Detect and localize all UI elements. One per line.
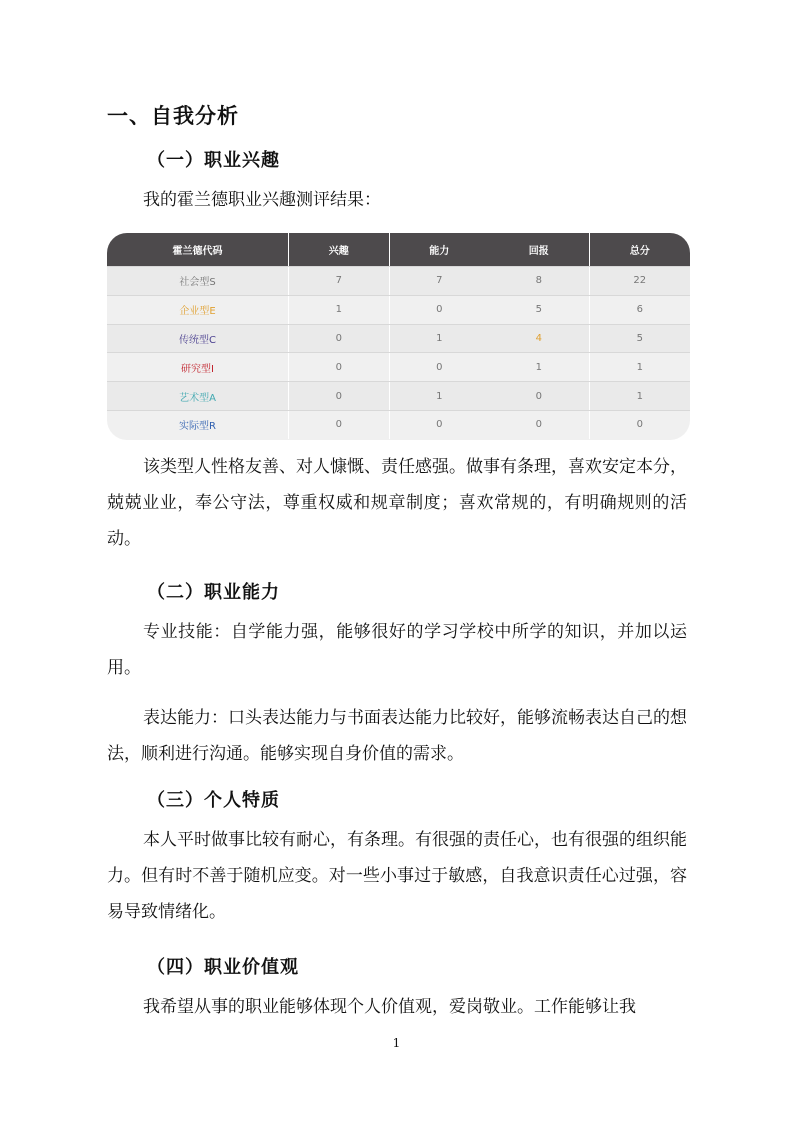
value-cell: 0 [436,419,443,431]
header-ability: 能力 [429,246,450,257]
table-row [107,410,690,439]
value-cell: 0 [289,353,389,381]
value-cell: 0 [289,325,389,353]
section-title: 一、自我分析 [107,104,239,128]
value-cell: 7 [436,275,443,287]
table-body [107,266,690,439]
table-row [107,295,690,324]
value-cell: 22 [633,275,647,287]
table-row [107,352,690,381]
value-cell: 0 [489,411,589,439]
type-cell: 传统型C [107,325,289,353]
table-row [107,266,690,295]
header-code: 霍兰德代码 [107,233,289,266]
holland-result-table [107,233,690,440]
value-cell: 1 [436,332,443,344]
value-cell: 1 [289,296,389,324]
value-cell: 7 [289,267,389,295]
table-row [107,324,690,353]
value-cell: 1 [636,390,643,402]
subsection-title-traits: （三）个人特质 [147,790,280,811]
table-intro: 我的霍兰德职业兴趣测评结果： [143,190,381,210]
type-cell: 研究型I [107,353,289,381]
paragraph-traits: 本人平时做事比较有耐心，有条理。有很强的责任心，也有很强的组织能力。但有时不善于随机应变。对一些小事过于敏感，自我意识责任心过强，容易导致情绪化。 [107,830,687,922]
value-cell: 8 [489,267,589,295]
paragraph-expression: 表达能力：口头表达能力与书面表达能力比较好，能够流畅表达自己的想法，顺利进行沟通。能够实现自身价值的需求。 [107,708,687,764]
value-cell: 0 [436,304,443,316]
table-row [107,381,690,410]
value-cell: 4 [489,325,589,353]
paragraph-skills: 专业技能：自学能力强，能够很好的学习学校中所学的知识，并加以运用。 [107,622,687,678]
type-cell: 社会型S [107,267,289,295]
type-cell: 企业型E [107,296,289,324]
subsection-title-values: （四）职业价值观 [147,957,299,978]
value-cell: 0 [436,361,443,373]
subsection-title-ability: （二）职业能力 [147,582,280,603]
value-cell: 0 [289,382,389,410]
value-cell: 1 [636,361,643,373]
value-cell: 5 [489,296,589,324]
value-cell: 6 [636,304,643,316]
subsection-title-interest: （一）职业兴趣 [147,150,280,171]
paragraph-values: 我希望从事的职业能够体现个人价值观，爱岗敬业。工作能够让我 [143,997,636,1017]
value-cell: 1 [489,353,589,381]
value-cell: 5 [636,332,643,344]
value-cell: 1 [436,390,443,402]
type-cell: 实际型R [107,411,289,439]
value-cell: 0 [636,419,643,431]
header-interest: 兴趣 [289,233,389,266]
paragraph-type-description: 该类型人性格友善、对人慷慨、责任感强。做事有条理，喜欢安定本分，兢兢业业，奉公守法，尊重权威和规章制度；喜欢常规的，有明确规则的活动。 [107,457,687,549]
value-cell: 0 [489,382,589,410]
value-cell: 0 [289,411,389,439]
header-total: 总分 [629,246,650,257]
header-reward: 回报 [489,233,589,266]
table-header [107,233,690,266]
page-number: 1 [392,1036,401,1050]
type-cell: 艺术型A [107,382,289,410]
